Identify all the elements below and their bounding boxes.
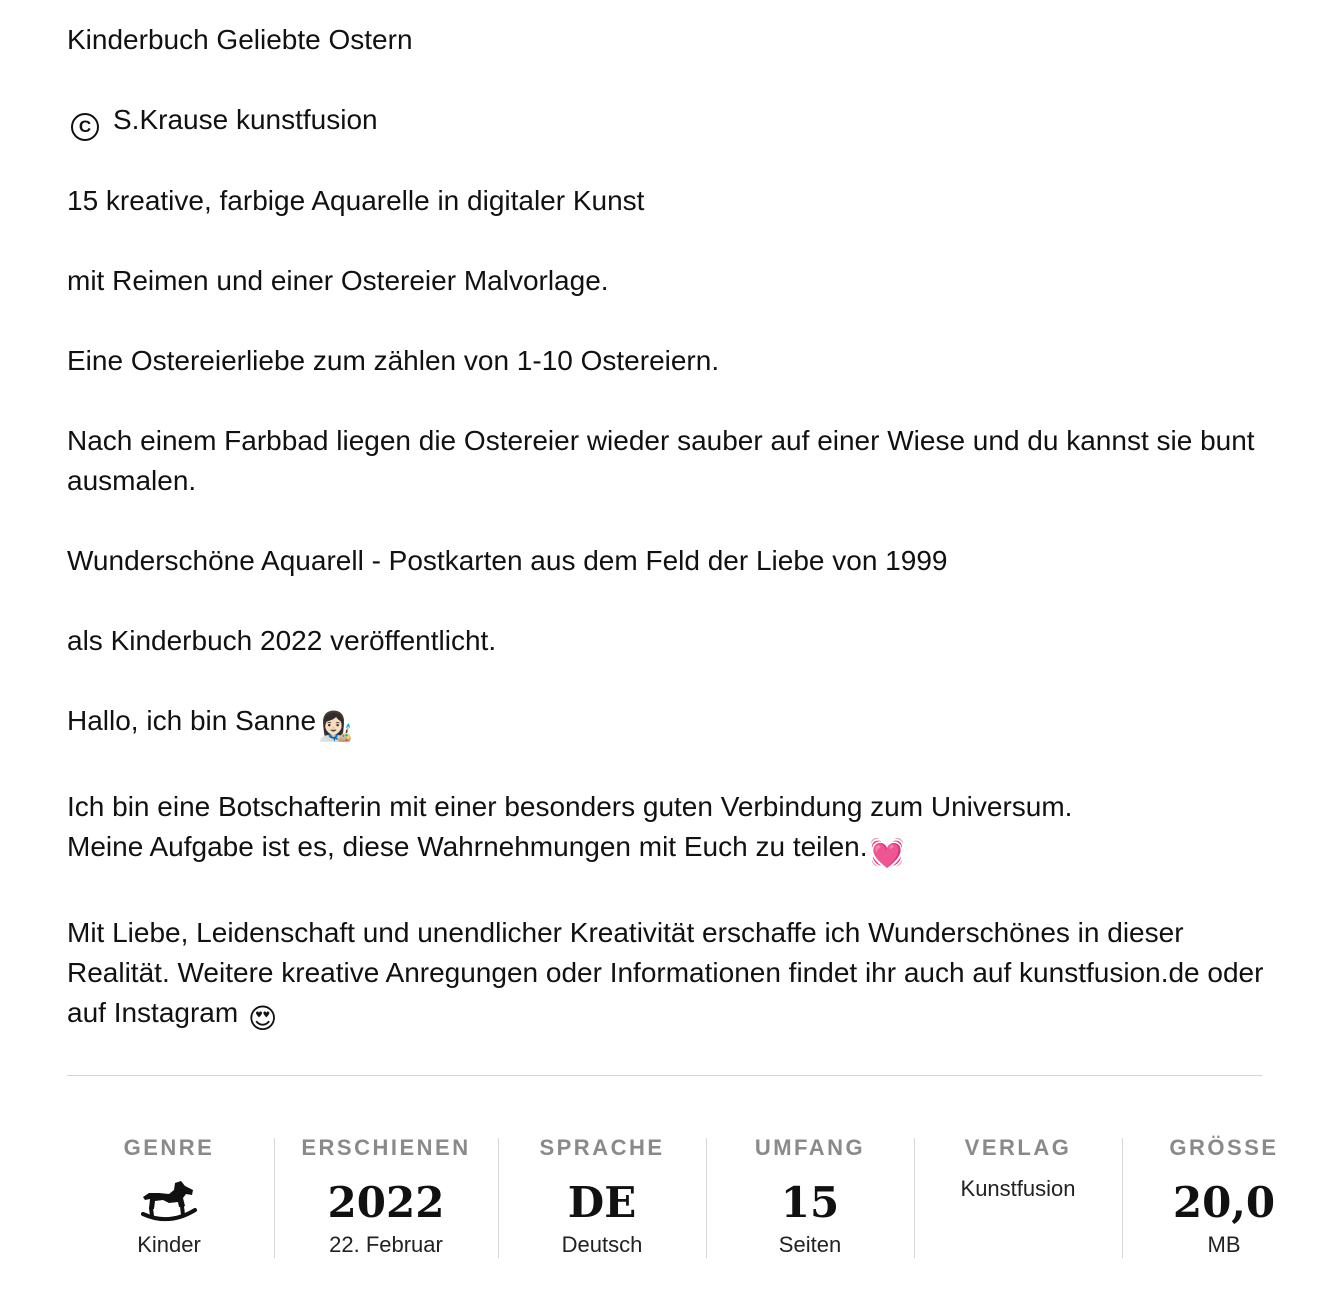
meta-publisher-label: VERLAG <box>964 1135 1072 1160</box>
meta-released-year: 2022 <box>327 1178 445 1227</box>
creativity-text: Mit Liebe, Leidenschaft und unendlicher Kreativität erschaffe ich Wunderschönes in dieser Realität. Weitere kreative Anregungen oder Informationen findet ihr auch auf kunstfusion.de oder auf Instagram <box>67 917 1264 1028</box>
meta-publisher[interactable] <box>924 1130 1112 1270</box>
description-paragraph-2: mit Reimen und einer Ostereier Malvorlage. <box>67 265 609 296</box>
description-paragraph-4: Nach einem Farbbad liegen die Ostereier wieder sauber auf einer Wiese und du kannst sie bunt ausmalen. <box>67 425 1255 496</box>
meta-language-name: Deutsch <box>561 1232 643 1257</box>
meta-released <box>284 1130 488 1270</box>
meta-language-code: DE <box>567 1178 637 1227</box>
description-paragraph-5: Wunderschöne Aquarell - Postkarten aus dem Feld der Liebe von 1999 <box>67 545 948 576</box>
description-paragraph-1: 15 kreative, farbige Aquarelle in digitaler Kunst <box>67 185 645 216</box>
meta-separator <box>706 1138 707 1258</box>
meta-separator <box>914 1138 915 1258</box>
copyright-text: S.Krause kunstfusion <box>113 104 378 135</box>
section-divider <box>67 1075 1262 1076</box>
meta-released-date: 22. Februar <box>329 1232 443 1257</box>
meta-publisher-name: Kunstfusion <box>960 1176 1076 1201</box>
copyright-line <box>67 100 1267 141</box>
meta-size-label: GRÖSSE <box>1169 1135 1279 1160</box>
meta-size <box>1132 1130 1316 1270</box>
meta-separator <box>498 1138 499 1258</box>
description-paragraph-9 <box>67 913 1267 1039</box>
meta-size-value: 20,0 <box>1172 1178 1276 1227</box>
description-paragraph-3: Eine Ostereierliebe zum zählen von 1-10 Ostereiern. <box>67 345 720 376</box>
meta-separator <box>1122 1138 1123 1258</box>
description-paragraph-8 <box>67 787 1267 873</box>
meta-length-pages: 15 <box>780 1178 840 1227</box>
book-description <box>67 20 1267 1039</box>
greeting-text: Hallo, ich bin Sanne <box>67 705 317 736</box>
meta-size-unit: MB <box>1207 1232 1241 1257</box>
heart-eyes-emoji-icon: 😍 <box>247 1003 278 1034</box>
meta-genre[interactable] <box>84 1130 254 1270</box>
ambassador-line-1: Ich bin eine Botschafterin mit einer besonders guten Verbindung zum Universum. <box>67 791 1073 822</box>
rocking-horse-icon <box>141 1180 197 1226</box>
meta-length-unit: Seiten <box>778 1232 842 1257</box>
book-metadata-bar <box>0 1130 1323 1270</box>
meta-length-label: UMFANG <box>754 1135 866 1160</box>
meta-language <box>508 1130 696 1270</box>
meta-released-label: ERSCHIENEN <box>301 1135 471 1160</box>
meta-length <box>716 1130 904 1270</box>
description-paragraph-6: als Kinderbuch 2022 veröffentlicht. <box>67 625 497 656</box>
artist-emoji-icon: 👩🏻‍🎨 <box>318 711 353 742</box>
heart-emoji-icon: 💓 <box>869 837 905 868</box>
book-title: Kinderbuch Geliebte Ostern <box>67 24 413 55</box>
ambassador-line-2: Meine Aufgabe ist es, diese Wahrnehmungen mit Euch zu teilen. <box>67 831 868 862</box>
meta-genre-label: GENRE <box>123 1135 215 1160</box>
description-paragraph-7 <box>67 701 1267 747</box>
copyright-icon: C <box>71 113 99 141</box>
meta-language-label: SPRACHE <box>539 1135 665 1160</box>
meta-separator <box>274 1138 275 1258</box>
meta-genre-value: Kinder <box>137 1232 201 1257</box>
